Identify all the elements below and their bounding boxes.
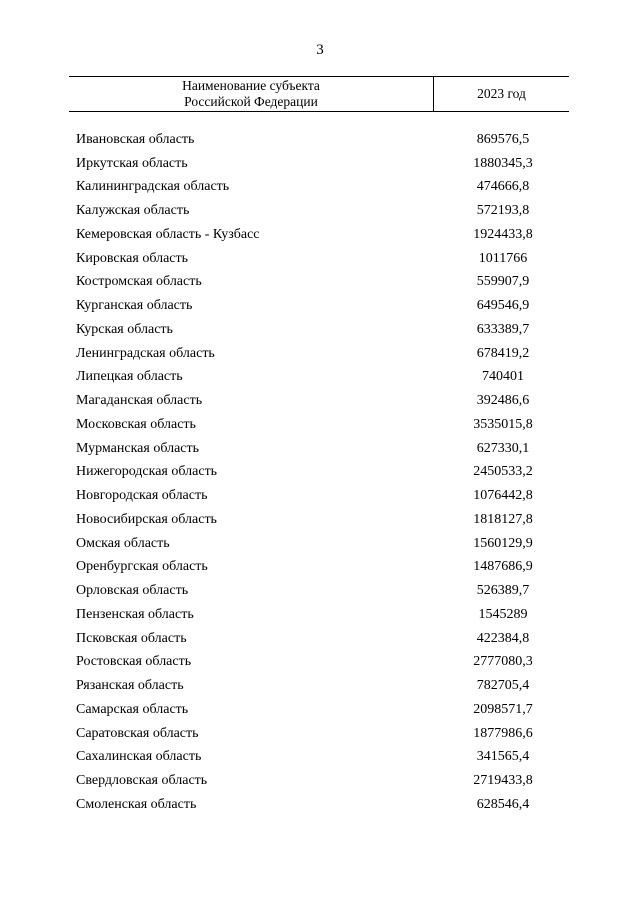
region-name: Московская область [76, 416, 196, 432]
region-name: Мурманская область [76, 440, 200, 456]
region-name: Новосибирская область [76, 511, 217, 527]
region-name: Свердловская область [76, 773, 208, 789]
region-name: Пензенская область [76, 606, 194, 622]
region-name: Липецкая область [76, 369, 183, 385]
region-name: Курская область [76, 321, 173, 337]
region-value: 422384,8 [476, 630, 530, 646]
table-row [76, 152, 570, 176]
region-value: 2719433,8 [473, 773, 533, 789]
region-value: 3535015,8 [473, 416, 533, 432]
region-value: 627330,1 [476, 440, 530, 456]
region-value: 678419,2 [476, 345, 530, 361]
region-value: 869576,5 [476, 131, 530, 147]
table-row [76, 579, 570, 603]
table-row [76, 793, 570, 817]
region-name: Костромская область [76, 274, 202, 290]
region-value: 1877986,6 [473, 725, 533, 741]
region-name: Кемеровская область - Кузбасс [76, 226, 260, 242]
region-name: Смоленская область [76, 796, 197, 812]
region-value: 2450533,2 [473, 464, 533, 480]
region-name: Нижегородская область [76, 464, 218, 480]
table-row [76, 651, 570, 675]
header-subject-name-line1: Наименование субъекта [182, 78, 320, 93]
table-row [76, 342, 570, 366]
header-year: 2023 год [477, 86, 526, 101]
region-value: 341565,4 [476, 749, 530, 765]
table-row [76, 484, 570, 508]
region-name: Калужская область [76, 203, 190, 219]
region-name: Рязанская область [76, 678, 184, 694]
table-row [76, 746, 570, 770]
header-subject-name [69, 77, 434, 111]
table-header [69, 76, 569, 112]
region-value: 649546,9 [476, 298, 530, 314]
table-row [76, 461, 570, 485]
table-row [76, 271, 570, 295]
region-value: 1011766 [478, 250, 528, 266]
table-row [76, 247, 570, 271]
region-name: Самарская область [76, 701, 189, 717]
region-value: 1076442,8 [473, 488, 533, 504]
region-name: Иркутская область [76, 155, 188, 171]
region-name: Калининградская область [76, 179, 230, 195]
table-row [76, 769, 570, 793]
region-value: 526389,7 [476, 583, 530, 599]
table-row [76, 698, 570, 722]
region-value: 633389,7 [476, 321, 530, 337]
region-value: 2777080,3 [473, 654, 533, 670]
region-name: Ивановская область [76, 131, 195, 147]
table-row [76, 722, 570, 746]
table-row [76, 223, 570, 247]
region-value: 628546,4 [476, 796, 530, 812]
table-row [76, 532, 570, 556]
region-name: Сахалинская область [76, 749, 202, 765]
region-name: Псковская область [76, 630, 187, 646]
table-row [76, 366, 570, 390]
table-row [76, 556, 570, 580]
region-value: 740401 [482, 369, 524, 385]
region-name: Новгородская область [76, 488, 208, 504]
region-name: Курганская область [76, 298, 193, 314]
table-body [76, 128, 570, 817]
region-value: 1818127,8 [473, 511, 533, 527]
header-subject-name-line2: Российской Федерации [184, 94, 318, 109]
region-value: 474666,8 [476, 179, 530, 195]
region-name: Оренбургская область [76, 559, 208, 575]
table-row [76, 437, 570, 461]
table-row [76, 199, 570, 223]
table-row [76, 674, 570, 698]
page-number: 3 [316, 42, 324, 58]
table-row [76, 128, 570, 152]
region-name: Саратовская область [76, 725, 199, 741]
table-row [76, 294, 570, 318]
region-name: Ростовская область [76, 654, 192, 670]
region-name: Магаданская область [76, 393, 203, 409]
region-value: 1560129,9 [473, 535, 533, 551]
table-row [76, 413, 570, 437]
region-value: 1924433,8 [473, 226, 533, 242]
table-row [76, 176, 570, 200]
table-row [76, 508, 570, 532]
region-name: Орловская область [76, 583, 189, 599]
region-name: Кировская область [76, 250, 189, 266]
table-row [76, 603, 570, 627]
table-row [76, 389, 570, 413]
region-value: 572193,8 [476, 203, 530, 219]
region-value: 2098571,7 [473, 701, 533, 717]
table-row [76, 627, 570, 651]
region-value: 1487686,9 [473, 559, 533, 575]
region-value: 1880345,3 [473, 155, 533, 171]
region-value: 392486,6 [476, 393, 530, 409]
region-value: 1545289 [478, 606, 528, 622]
region-value: 782705,4 [476, 678, 530, 694]
table-row [76, 318, 570, 342]
region-value: 559907,9 [476, 274, 530, 290]
region-name: Омская область [76, 535, 170, 551]
region-name: Ленинградская область [76, 345, 215, 361]
